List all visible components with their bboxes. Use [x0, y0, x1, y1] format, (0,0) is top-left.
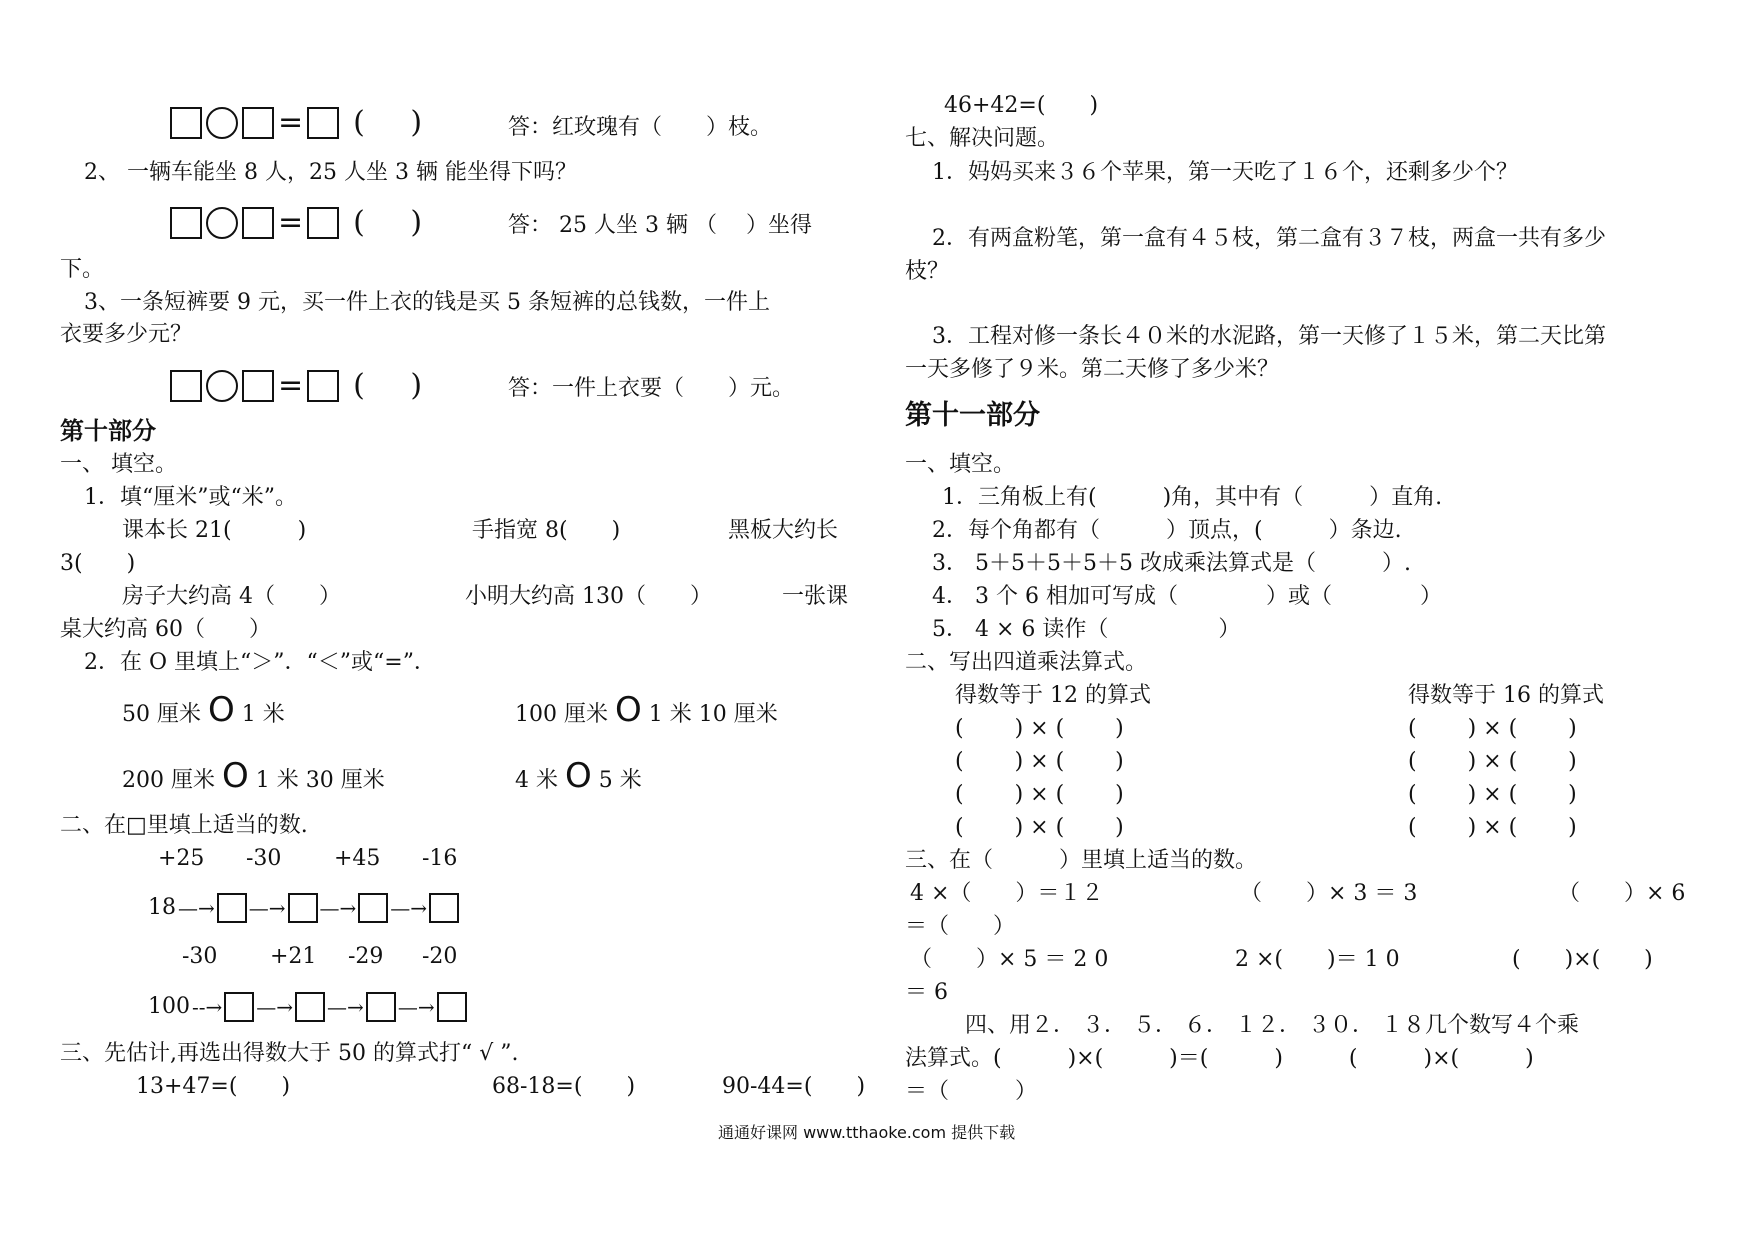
compare-circle[interactable]: O: [615, 690, 642, 730]
chain-box[interactable]: [288, 893, 318, 923]
estimate-a: 13+47=( ): [136, 1074, 291, 1099]
r-fill-eq-f: ( )×( ): [1512, 947, 1653, 972]
r-section-fill: 一、填空。: [905, 452, 1016, 477]
answer-car: 答： 25 人坐 3 辆 （ ）坐得: [508, 213, 812, 238]
r-section-4-line1: 四、用２． ３． ５． ６． １２． ３０． １８几个数写４个乘: [965, 1013, 1579, 1038]
mult-header-16: 得数等于 16 的算式: [1408, 683, 1604, 708]
equation-template-3: [170, 368, 440, 403]
unit-blank[interactable]: ( ): [353, 105, 441, 140]
compare-1: 50 厘米 O 1 米: [122, 690, 285, 730]
equals-sign: =: [278, 104, 304, 140]
r-fill-3: 3． 5＋5＋5＋5＋5 改成乘法算式是（ ）.: [932, 551, 1411, 576]
estimate-d: 46+42=( ): [944, 93, 1099, 118]
problem-2-line1: 2．有两盒粉笔，第一盒有４５枝，第二盒有３７枝，两盒一共有多少: [932, 226, 1606, 251]
fill-textbook: 课本长 21( ): [122, 518, 307, 543]
chain2-op-4: -20: [422, 944, 458, 969]
answer-box[interactable]: [242, 370, 274, 402]
mult-row-12[interactable]: ( ) × ( ): [955, 716, 1124, 741]
fill-desk: 一张课: [782, 584, 849, 609]
fill-q1: 1．填“厘米”或“米”。: [84, 485, 297, 510]
chain2-op-2: +21: [270, 944, 317, 969]
number-chain-1: 18 —→ —→ —→ —→: [148, 893, 459, 923]
chain2-op-3: -29: [348, 944, 384, 969]
r-fill-2: 2．每个角都有（ ）顶点，( ）条边.: [932, 518, 1402, 543]
section-estimate: 三、先估计,再选出得数大于 50 的算式打“ √ ”.: [60, 1041, 519, 1066]
operator-circle[interactable]: [206, 370, 238, 402]
r-fill-eq-a: 4 ×（ ）＝１２: [910, 881, 1104, 906]
part-11-title: 第十一部分: [905, 400, 1040, 431]
number-chain-2: 100 --→ —→ —→ —→: [148, 992, 467, 1022]
compare-circle[interactable]: O: [222, 756, 249, 796]
fill-xiaoming: 小明大约高 130（ ）: [465, 584, 712, 609]
answer-car-cont: 下。: [60, 257, 105, 282]
part-10-title: 第十部分: [60, 417, 156, 445]
section-number-chain: 二、在□里填上适当的数.: [60, 813, 308, 838]
mult-row-12[interactable]: ( ) × ( ): [955, 749, 1124, 774]
r-section-fill-paren: 三、在（ ）里填上适当的数。: [905, 848, 1258, 873]
equation-template-2: [170, 205, 440, 240]
answer-box[interactable]: [307, 107, 339, 139]
question-3-line2: 衣要多少元？: [60, 322, 193, 347]
mult-row-12[interactable]: ( ) × ( ): [955, 815, 1124, 840]
answer-rose: 答：红玫瑰有（ ）枝。: [508, 115, 773, 140]
chain-box[interactable]: [295, 992, 325, 1022]
chain-box[interactable]: [358, 893, 388, 923]
r-fill-eq-c: （ ）× 6: [1558, 881, 1686, 906]
equation-template-1: [170, 105, 440, 140]
compare-circle[interactable]: O: [565, 756, 592, 796]
compare-circle[interactable]: O: [208, 690, 235, 730]
chain-box[interactable]: [429, 893, 459, 923]
problem-2-line2: 枝？: [905, 259, 950, 284]
section-fill-blank: 一、 填空。: [60, 452, 177, 477]
fill-desk-cont: 桌大约高 60（ ）: [60, 617, 271, 642]
operator-circle[interactable]: [206, 207, 238, 239]
fill-house: 房子大约高 4（ ）: [122, 584, 341, 609]
compare-2: 100 厘米 O 1 米 10 厘米: [515, 690, 778, 730]
estimate-b: 68-18=( ): [492, 1074, 636, 1099]
chain-box[interactable]: [217, 893, 247, 923]
unit-blank[interactable]: ( ): [353, 205, 441, 240]
operator-circle[interactable]: [206, 107, 238, 139]
r-fill-eq-b: （ ）× 3 ＝ 3: [1240, 881, 1418, 906]
mult-row-16[interactable]: ( ) × ( ): [1408, 815, 1577, 840]
chain-box[interactable]: [224, 992, 254, 1022]
r-fill-eq-c2: ＝（ ）: [905, 914, 1016, 939]
r-fill-5: 5． 4 × 6 读作（ ）: [932, 617, 1241, 642]
r-section-mult: 二、写出四道乘法算式。: [905, 650, 1148, 675]
answer-box[interactable]: [170, 207, 202, 239]
answer-box[interactable]: [170, 107, 202, 139]
question-3-line1: 3、一条短裤要 9 元，买一件上衣的钱是买 5 条短裤的总钱数，一件上: [84, 290, 770, 315]
answer-box[interactable]: [242, 107, 274, 139]
problem-3-line1: 3．工程对修一条长４０米的水泥路，第一天修了１５米，第二天比第: [932, 324, 1606, 349]
mult-row-16[interactable]: ( ) × ( ): [1408, 782, 1577, 807]
compare-3: 200 厘米 O 1 米 30 厘米: [122, 756, 385, 796]
mult-row-16[interactable]: ( ) × ( ): [1408, 749, 1577, 774]
chain1-op-2: -30: [246, 846, 282, 871]
compare-4: 4 米 O 5 米: [515, 756, 642, 796]
unit-blank[interactable]: ( ): [353, 368, 441, 403]
equals-sign: =: [278, 204, 304, 240]
r-fill-1: 1．三角板上有( )角，其中有（ ）直角.: [942, 485, 1443, 510]
r-section-4-line2: 法算式。( )×( )＝( ) ( )×( ): [905, 1046, 1534, 1071]
fill-blackboard: 黑板大约长: [728, 518, 839, 543]
question-2: 2、 一辆车能坐 8 人，25 人坐 3 辆 能坐得下吗？: [84, 160, 577, 185]
equals-sign: =: [278, 367, 304, 403]
mult-row-16[interactable]: ( ) × ( ): [1408, 716, 1577, 741]
r-fill-eq-d: （ ）× 5 ＝ 2 0: [910, 947, 1109, 972]
chain1-op-3: +45: [334, 846, 381, 871]
chain-box[interactable]: [366, 992, 396, 1022]
problem-1: 1．妈妈买来３６个苹果，第一天吃了１６个，还剩多少个？: [932, 160, 1518, 185]
answer-box[interactable]: [307, 370, 339, 402]
answer-box[interactable]: [242, 207, 274, 239]
chain1-op-4: -16: [422, 846, 458, 871]
answer-box[interactable]: [307, 207, 339, 239]
chain-box[interactable]: [437, 992, 467, 1022]
estimate-c: 90-44=( ): [722, 1074, 866, 1099]
r-section-4-line3: ＝（ ）: [905, 1079, 1038, 1104]
r-fill-eq-e: 2 ×( )＝ 1 0: [1235, 947, 1400, 972]
r-fill-4: 4． 3 个 6 相加可写成（ ）或（ ）: [932, 584, 1442, 609]
problem-3-line2: 一天多修了９米。第二天修了多少米？: [905, 357, 1280, 382]
mult-row-12[interactable]: ( ) × ( ): [955, 782, 1124, 807]
answer-box[interactable]: [170, 370, 202, 402]
r-fill-eq-f2: ＝ 6: [905, 980, 948, 1005]
footer-credit: 通通好课网 www.tthaoke.com 提供下载: [718, 1123, 1016, 1142]
fill-finger: 手指宽 8( ): [472, 518, 621, 543]
section-problems: 七、解决问题。: [905, 126, 1060, 151]
fill-blackboard-cont: 3( ): [60, 551, 136, 576]
chain2-op-1: -30: [182, 944, 218, 969]
mult-header-12: 得数等于 12 的算式: [955, 683, 1151, 708]
answer-shirt: 答：一件上衣要（ ）元。: [508, 376, 795, 401]
chain1-op-1: +25: [158, 846, 205, 871]
fill-q2: 2．在 O 里填上“＞”．“＜”或“=”．: [84, 650, 436, 675]
